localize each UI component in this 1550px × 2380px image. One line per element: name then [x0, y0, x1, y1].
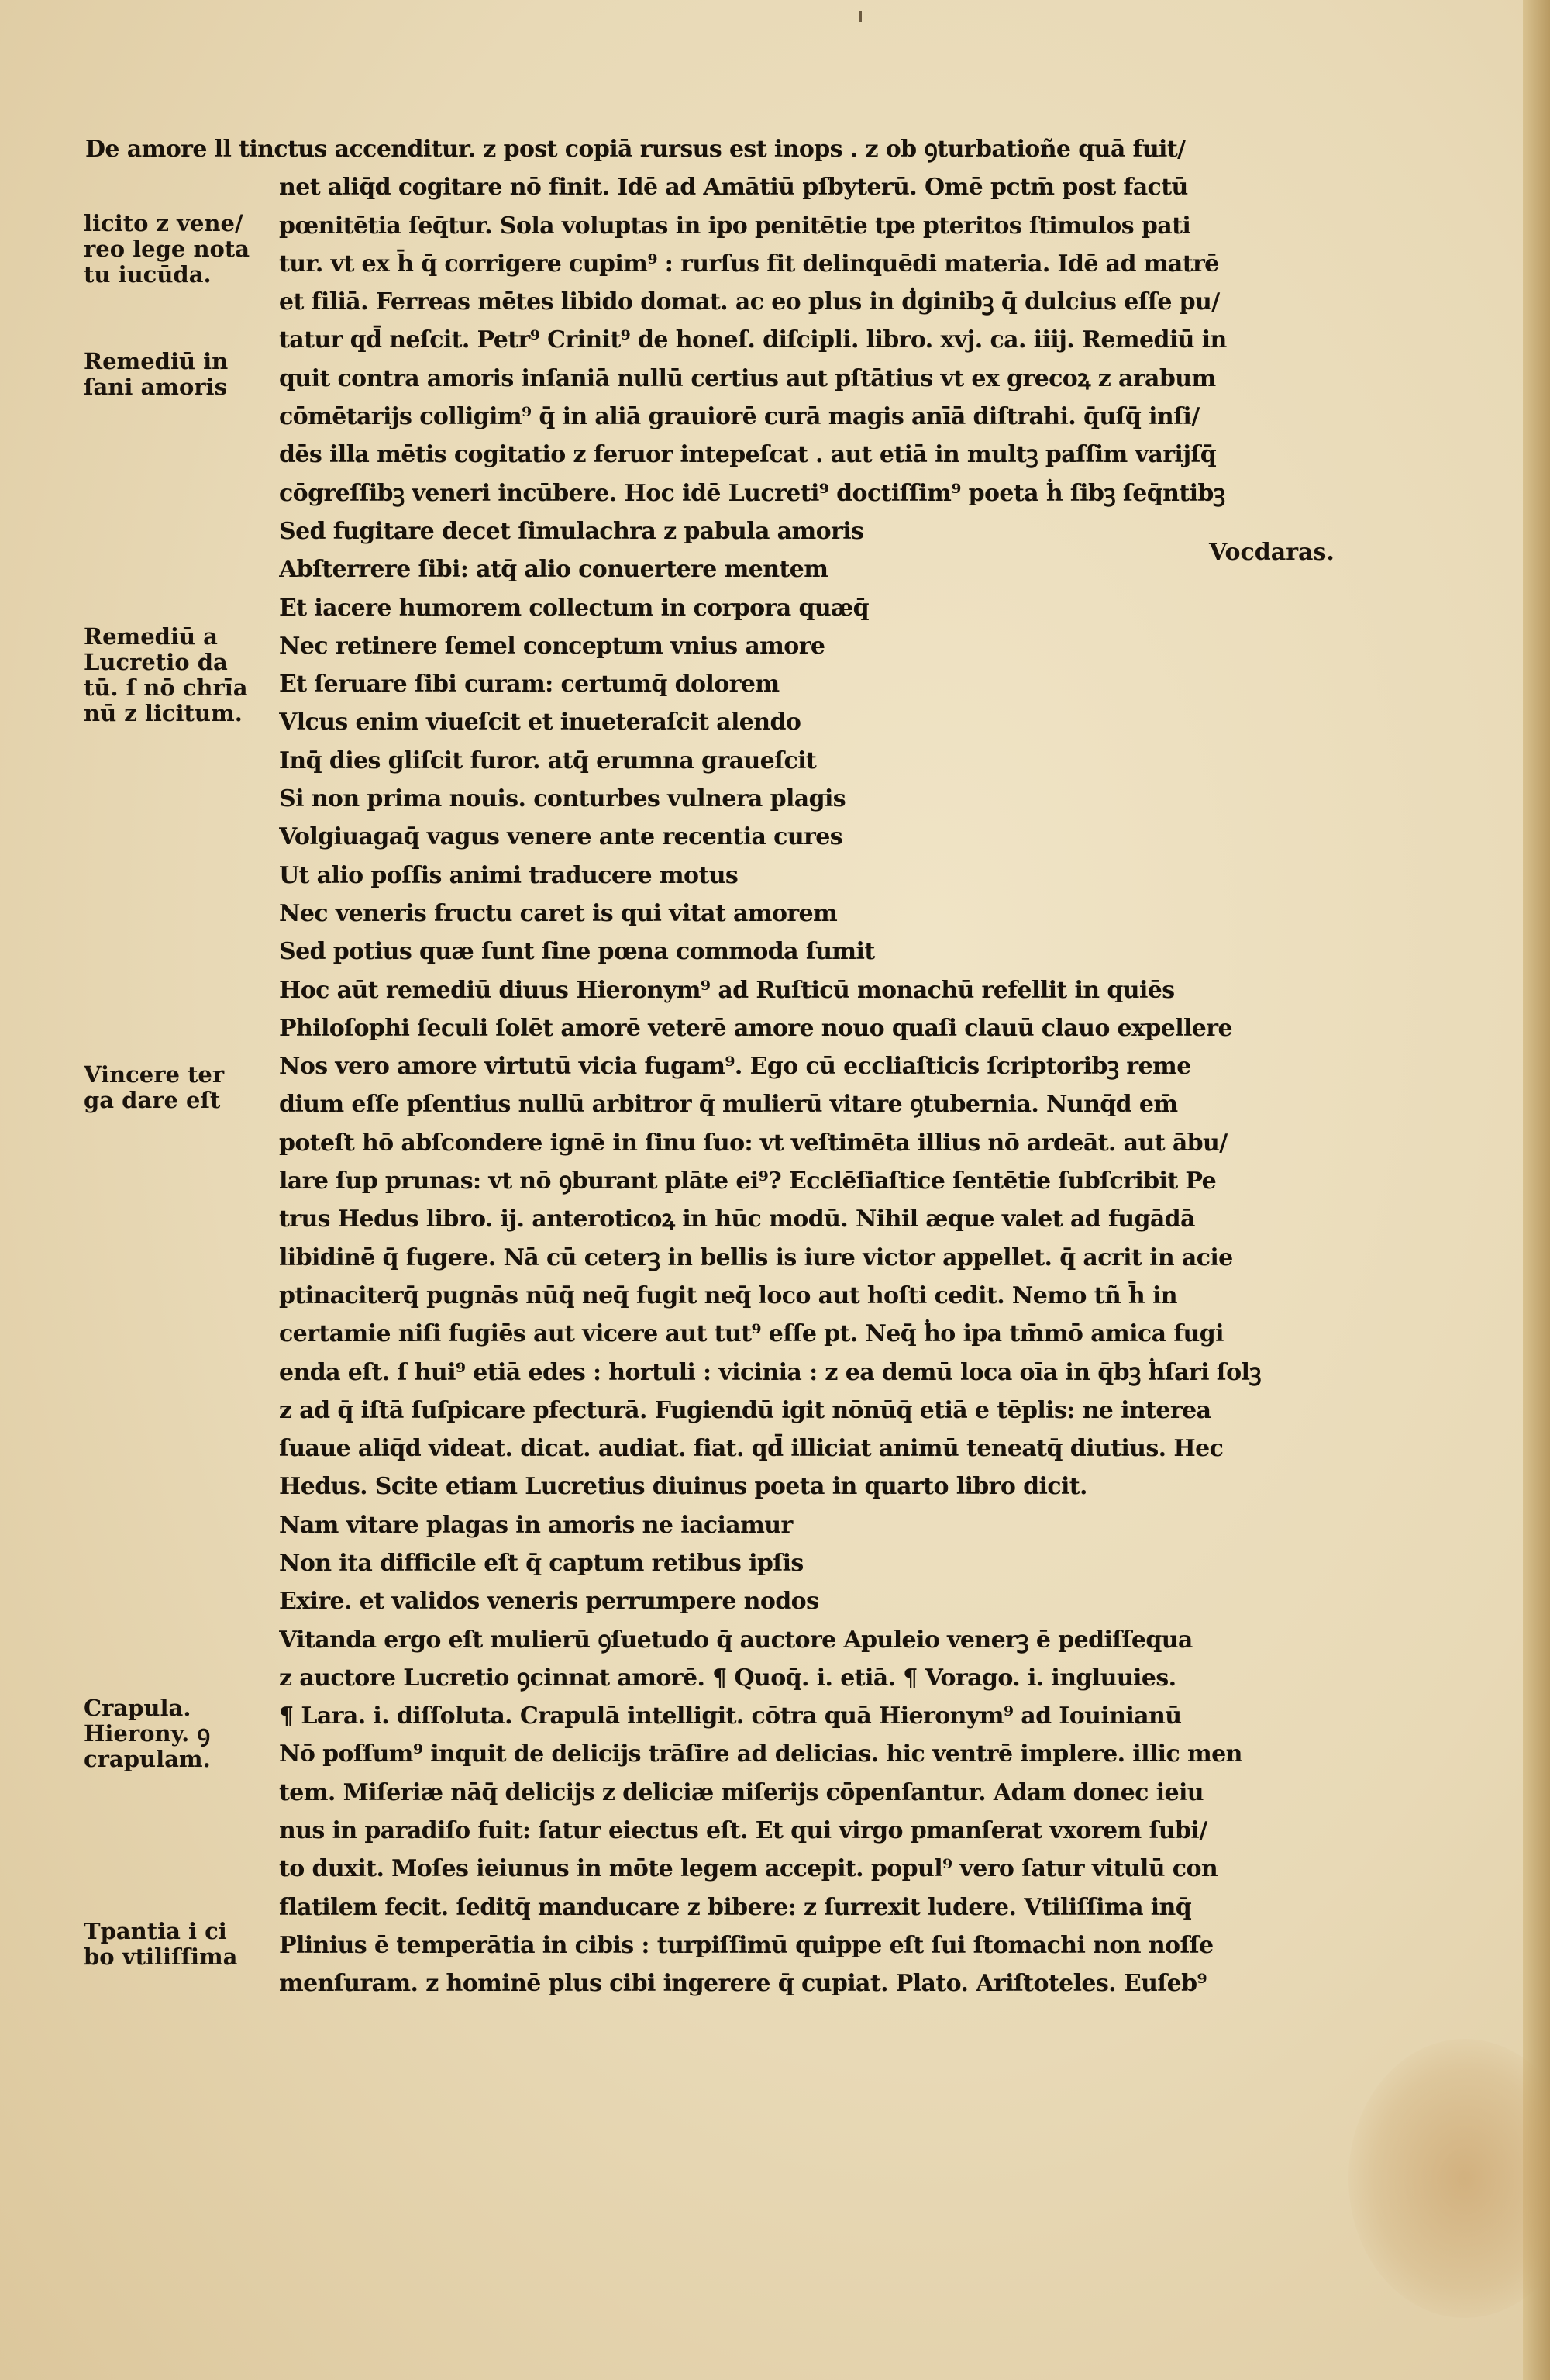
text-line: ptinaciterq̄ pugnās nūq̄ neq̄ fugit neq̄ loco aut hoſti cedit. Nemo tñ h̄ in: [279, 1281, 1177, 1309]
text-line: pœnitētia ſeq̄tur. Sola voluptas in ipo penitētie tpe pteritos ſtimulos pati: [279, 212, 1191, 240]
text-line: libidinē q̄ fugere. Nā cū ceterꝫ in bellis is iure victor appellet. q̄ acrit in acie: [279, 1243, 1233, 1271]
text-line: Abſterrere ſibi: atq̄ alio conuertere mentem: [279, 556, 828, 584]
text-line: tem. Miſeriæ nāq̄ delicijs z deliciæ miſerijs cōpenſantur. Adam donec ieiu: [279, 1778, 1204, 1806]
text-line: Et iacere humorem collectum in corpora quæq̄: [279, 594, 870, 622]
page-edge: [1523, 0, 1550, 2380]
text-line: trus Hedus libro. ij. anteroticoꝝ in hūc modū. Nihil æque valet ad fugādā: [279, 1206, 1195, 1233]
text-line: enda eſt. ſ hui⁹ etiā edes : hortuli : vicinia : z ea demū loca oīa in q̄bꝫ ḣſari ſolꝫ: [279, 1358, 1262, 1386]
text-line: dium eſſe pſentius nullū arbitror q̄ mulierū vitare ꝯtubernia. Nunq̄d em̄: [279, 1091, 1178, 1119]
text-line: Sed potius quæ ſunt ſine pœna commoda ſumit: [279, 938, 875, 966]
catchword: Vocdaras.: [1209, 539, 1335, 566]
text-line: Philoſophi ſeculi ſolēt amorē veterē amore nouo quaſi clauū clauo expellere: [279, 1014, 1232, 1042]
text-line: Exire. et validos veneris perrumpere nodos: [279, 1588, 819, 1616]
text-line: Vlcus enim viueſcit et inueteraſcit alendo: [279, 709, 801, 736]
text-line: to duxit. Moſes ieiunus in mōte legem accepit. popul⁹ vero ſatur vitulū con: [279, 1855, 1218, 1883]
text-line: Non ita difficile eſt q̄ captum retibus ipſis: [279, 1549, 804, 1577]
text-line: tur. vt ex h̄ q̄ corrigere cupim⁹ : rurſus fit delinquēdi materia. Idē ad matrē: [279, 250, 1219, 278]
text-line: z auctore Lucretio ꝯcinnat amorē. ¶ Quoq̄. i. etiā. ¶ Vorago. i. ingluuies.: [279, 1664, 1176, 1692]
text-line: ¶ Lara. i. diſſoluta. Crapulā intelligit. cōtra quā Hieronym⁹ ad Iouinianū: [279, 1702, 1182, 1730]
text-line: Nam vitare plagas in amoris ne iaciamur: [279, 1511, 793, 1539]
sidenote-crapula: Crapula. Hierony. ꝯ crapulam.: [84, 1695, 211, 1772]
text-line: certamie niſi fugiēs aut vicere aut tut⁹ eſſe pt. Neq̄ ḣo ipa tm̄mō amica fugi: [279, 1320, 1224, 1348]
text-line: Sed fugitare decet ſimulachra z pabula amoris: [279, 517, 864, 545]
text-line: De amore ll tinctus accenditur. z post copiā rursus est inops . z ob ꝯturbatioñe quā fuit/: [85, 136, 1186, 163]
text-line: lare ſup prunas: vt nō ꝯburant plāte ei⁹? Ecclēſiaſtice ſentētie ſubſcribit Pe: [279, 1168, 1217, 1195]
sidenote-remedium-insani: Remediū in ſani amoris: [84, 349, 229, 400]
text-line: Hoc aūt remediū diuus Hieronym⁹ ad Ruſticū monachū refellit in quiēs: [279, 976, 1175, 1004]
text-line: Ut alio poſſis animi traducere motus: [279, 861, 739, 889]
text-line: Et ſeruare ſibi curam: certumq̄ dolorem: [279, 671, 780, 698]
text-line: Plinius ē temperātia in cibis : turpiſſimū quippe eſt ſui ſtomachi non noſſe: [279, 1931, 1214, 1959]
text-line: flatilem fecit. ſeditq̄ manducare z bibere: z ſurrexit ludere. Vtiliſſima inq̄: [279, 1893, 1192, 1921]
paper-stain: [1348, 2039, 1550, 2318]
sidenote-vincere: Vincere ter ga dare eſt: [84, 1062, 225, 1113]
text-line: poteſt hō abſcondere ignē in ſinu ſuo: vt veſtimēta illius nō ardeāt. aut ābu/: [279, 1129, 1228, 1157]
text-line: Nō poſſum⁹ inquit de delicijs trāſire ad delicias. hic ventrē implere. illic men: [279, 1740, 1242, 1768]
text-line: et filiā. Ferreas mētes libido domat. ac eo plus in ḋginibꝫ q̄ dulcius eſſe pu/: [279, 288, 1220, 316]
text-line: Nec veneris fructu caret is qui vitat amorem: [279, 899, 838, 927]
text-line: Hedus. Scite etiam Lucretius diuinus poeta in quarto libro dicit.: [279, 1473, 1087, 1501]
sidenote-temperantia: Tpantia i ci bo vtiliſſima: [84, 1919, 238, 1970]
text-line: z ad q̄ iſtā ſuſpicare pfecturā. Fugiendū igit nōnūq̄ etiā e tēplis: ne interea: [279, 1396, 1211, 1424]
text-line: cōmētarijs colligim⁹ q̄ in aliā grauiorē curā magis anīā diſtrahi. q̄uſq̄ inſi/: [279, 403, 1200, 431]
text-line: tatur qd̄ neſcit. Petr⁹ Crinit⁹ de honeſ. diſcipli. libro. xvj. ca. iiij. Remediū in: [279, 326, 1227, 354]
sidenote-remedium-lucretio: Remediū a Lucretio da tū. ſ nō chrīa nū z licitum.: [84, 624, 248, 726]
text-line: Nos vero amore virtutū vicia fugam⁹. Ego cū eccliaſticis ſcriptoribꝫ reme: [279, 1053, 1191, 1081]
text-line: cōgreſſibꝫ veneri incūbere. Hoc idē Lucreti⁹ doctiſſim⁹ poeta ḣ ſibꝫ ſeq̄ntibꝫ: [279, 479, 1225, 507]
text-line: Nec retinere ſemel conceptum vnius amore: [279, 632, 825, 660]
text-line: quit contra amoris inſaniā nullū certius aut pſtātius vt ex grecoꝝ z arabum: [279, 364, 1216, 392]
text-line: Volgiuagaq̄ vagus venere ante recentia cures: [279, 823, 843, 851]
text-line: Si non prima nouis. conturbes vulnera plagis: [279, 785, 846, 813]
text-line: dēs illa mētis cogitatio z feruor intepeſcat . aut etiā in multꝫ paſſim varijſq̄: [279, 441, 1217, 469]
top-mark: [859, 11, 862, 22]
text-line: net aliq̄d cogitare nō finit. Idē ad Amātiū pſbyterū. Omē pctm̄ post factū: [279, 174, 1188, 202]
text-line: menſuram. z hominē plus cibi ingerere q̄ cupiat. Plato. Ariſtoteles. Euſeb⁹: [279, 1970, 1207, 1998]
text-line: ſuaue aliq̄d videat. dicat. audiat. fiat. qd̄ illiciat animū teneatq̄ diutius. Hec: [279, 1435, 1224, 1463]
text-line: Vitanda ergo eſt mulierū ꝯſuetudo q̄ auctore Apuleio venerꝫ ē pediſſequa: [279, 1626, 1193, 1654]
text-line: Inq̄ dies gliſcit furor. atq̄ erumna graueſcit: [279, 747, 817, 774]
sidenote-licito: licito z vene/ reo lege nota tu iucūda.: [84, 211, 250, 288]
text-line: nus in paradiſo fuit: ſatur eiectus eſt. Et qui virgo pmanſerat vxorem ſubi/: [279, 1817, 1207, 1845]
